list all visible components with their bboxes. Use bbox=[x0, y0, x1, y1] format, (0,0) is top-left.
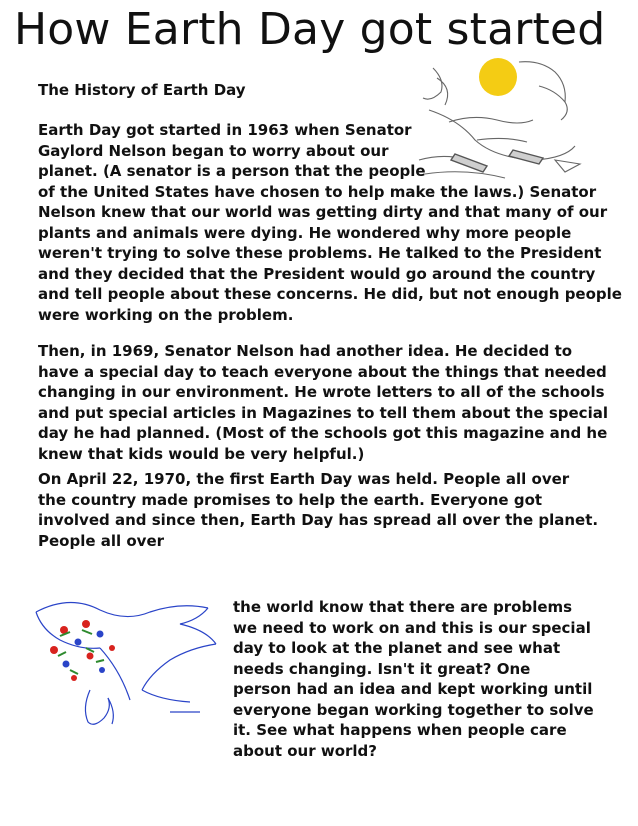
text-line: it. See what happens when people care bbox=[233, 721, 567, 739]
text-line: involved and since then, Earth Day has spread all over the planet. bbox=[38, 511, 599, 529]
text-line: planet. (A senator is a person that the people bbox=[38, 162, 426, 180]
text-line: knew that kids would be very helpful.) bbox=[38, 444, 365, 463]
text-line: Nelson knew that our world was getting dirty and that many of our bbox=[38, 203, 608, 221]
text-line: person had an idea and kept working until bbox=[233, 680, 593, 698]
paragraph-1970 bbox=[38, 469, 598, 551]
text-line: and put special articles in Magazines to tell them about the special bbox=[38, 403, 608, 422]
text-line: Earth Day got started in 1963 when Senator bbox=[38, 121, 412, 139]
text-line: day to look at the planet and see what bbox=[233, 639, 561, 657]
text-line: were working on the problem. bbox=[38, 305, 294, 324]
text-line: Then, in 1969, Senator Nelson had another idea. He decided to bbox=[38, 342, 573, 360]
text-line: needs changing. Isn't it great? One bbox=[233, 659, 531, 678]
dove-with-sun-illustration bbox=[415, 50, 590, 185]
paragraph-1969 bbox=[38, 341, 608, 464]
text-line: we need to work on and this is our special bbox=[233, 618, 591, 637]
page-title: How Earth Day got started bbox=[14, 4, 606, 55]
text-line: the world know that there are problems bbox=[233, 598, 573, 616]
text-line: On April 22, 1970, the first Earth Day was held. People all over bbox=[38, 470, 570, 488]
dove-with-flowers-illustration bbox=[30, 590, 225, 735]
text-line: Gaylord Nelson began to worry about our bbox=[38, 141, 389, 160]
text-line: changing in our environment. He wrote letters to all of the schools bbox=[38, 383, 605, 401]
text-line: the country made promises to help the earth. Everyone got bbox=[38, 490, 543, 509]
text-line: and tell people about these concerns. He did, but not enough people bbox=[38, 285, 622, 303]
sun-icon bbox=[479, 58, 517, 96]
paragraph-closing bbox=[233, 597, 594, 761]
text-line: about our world? bbox=[233, 741, 377, 760]
text-line: and they decided that the President would go around the country bbox=[38, 264, 596, 283]
text-line: People all over bbox=[38, 531, 165, 550]
text-line: day he had planned. (Most of the schools got this magazine and he bbox=[38, 424, 608, 442]
subtitle: The History of Earth Day bbox=[38, 81, 246, 99]
text-line: everyone began working together to solve bbox=[233, 700, 594, 719]
text-line: plants and animals were dying. He wondered why more people bbox=[38, 223, 572, 242]
text-line: have a special day to teach everyone about the things that needed bbox=[38, 362, 607, 381]
text-line: weren't trying to solve these problems. He talked to the President bbox=[38, 244, 602, 262]
text-line: of the United States have chosen to help make the laws.) Senator bbox=[38, 182, 597, 201]
